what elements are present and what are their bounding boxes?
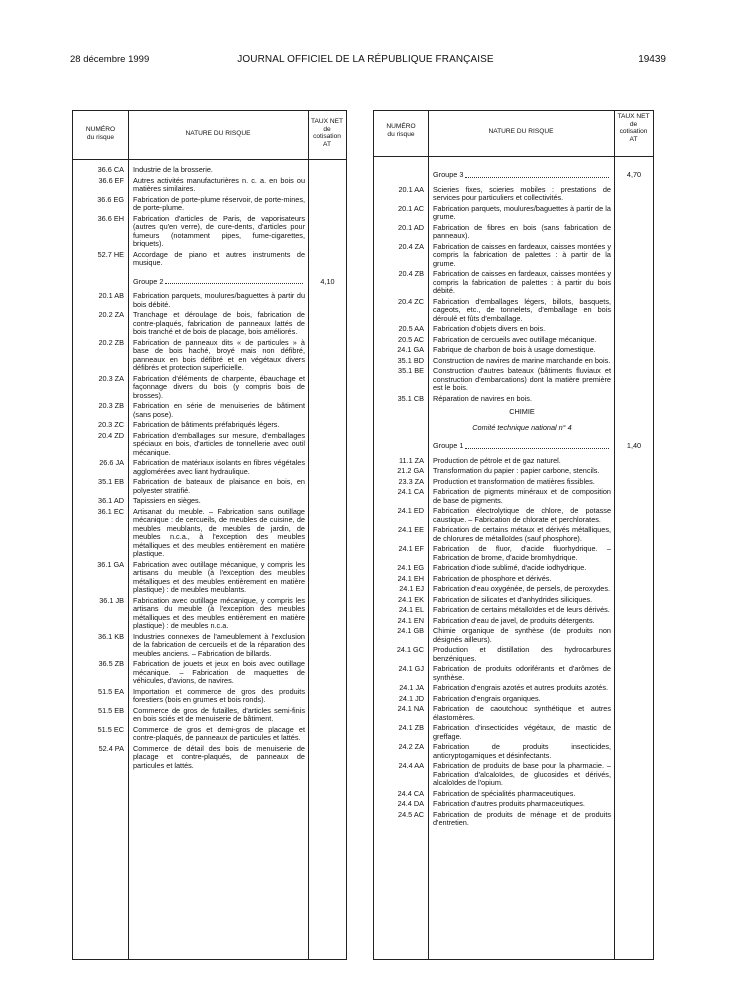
risk-description: Fabrication de fluor, d'acide fluorhydrique. – Fabrication de brome, d'acide bromhydrique. bbox=[433, 544, 611, 562]
rate-value bbox=[309, 597, 346, 631]
risk-code: 24.4 DA bbox=[397, 799, 424, 808]
risk-code: 36.1 KB bbox=[98, 631, 124, 641]
risk-description: Chimie organique de synthèse (de produits non désignés ailleurs). bbox=[433, 626, 611, 644]
table-row bbox=[374, 695, 653, 704]
rate-value bbox=[615, 357, 653, 366]
rate-value bbox=[309, 432, 346, 458]
table-row bbox=[374, 800, 653, 809]
group-label bbox=[133, 278, 305, 287]
risk-description: Fabrication d'insecticides végétaux, de mastic de greffage. bbox=[433, 723, 611, 741]
rate-column-header: TAUX NET de cotisation AT bbox=[617, 113, 650, 143]
rate-value bbox=[615, 564, 653, 573]
rate-value bbox=[309, 508, 346, 559]
rate-value bbox=[615, 585, 653, 594]
risk-code: 24.1 EE bbox=[398, 525, 424, 534]
table-row bbox=[374, 705, 653, 722]
table-row bbox=[374, 171, 653, 180]
risk-description: Production et transformation de matières fissibles. bbox=[433, 476, 595, 486]
risk-code: 24.1 EN bbox=[397, 615, 424, 625]
risk-description: Fabrication d'emballages sur mesure, d'emballages spéciaux en bois, d'articles de tonnellerie avec outil mécanique. bbox=[133, 430, 305, 457]
rate-value bbox=[615, 205, 653, 222]
rate-value bbox=[309, 707, 346, 724]
left-table bbox=[72, 110, 347, 960]
table-row bbox=[73, 251, 346, 268]
risk-code: 24.1 EG bbox=[397, 563, 424, 572]
rate-value bbox=[615, 811, 653, 828]
risk-description: Fabrication de porte-plume réservoir, de porte-mines, de porte-plume. bbox=[133, 194, 305, 212]
risk-description: Réparation de navires en bois. bbox=[433, 393, 532, 403]
risk-code: 11.1 ZA bbox=[398, 455, 424, 465]
group-label bbox=[433, 442, 611, 451]
rate-value: 4,10 bbox=[320, 276, 335, 286]
rate-value: 4,70 bbox=[626, 170, 642, 179]
risk-description: Fabrication de pigments minéraux et de composition de base de pigments. bbox=[433, 487, 611, 505]
risk-description: Accordage de piano et autres instruments de musique. bbox=[133, 249, 305, 267]
rate-value bbox=[615, 684, 653, 693]
table-row bbox=[73, 508, 346, 559]
rate-value bbox=[615, 790, 653, 799]
rate-value bbox=[615, 488, 653, 505]
risk-code: 20.1 AA bbox=[398, 184, 424, 194]
table-row bbox=[374, 526, 653, 543]
risk-description: Fabrication de jouets et jeux en bois avec outillage mécanique. – Fabrication de maquettes de véhicules, d'avions, de navires. bbox=[133, 659, 305, 685]
risk-description: Tapissiers en sièges. bbox=[133, 496, 201, 505]
rate-value bbox=[615, 270, 653, 296]
table-row bbox=[73, 339, 346, 373]
risk-code: 51.5 EA bbox=[98, 686, 124, 696]
risk-code bbox=[374, 171, 429, 180]
group-name: Groupe 3 bbox=[433, 170, 464, 179]
risk-description: Fabrication avec outillage mécanique, y compris les artisans du meuble (à l'exception des meubles métalliques et des meubles entièrement en matière plastique) : de meubles n.c.a. bbox=[133, 595, 305, 630]
risk-description: Fabrication de produits de base pour la pharmacie. – Fabrication d'alcaloïdes, de glucosides et dérivés, alcaloïdes de l'opium. bbox=[433, 761, 611, 787]
rate-value bbox=[615, 336, 653, 345]
rate-value bbox=[309, 459, 346, 476]
table-row bbox=[374, 564, 653, 573]
risk-description: Fabrication parquets, moulures/baguettes à partir du bois débité. bbox=[133, 291, 305, 309]
risk-description: Fabrication d'engrais organiques. bbox=[433, 693, 541, 703]
rate-value bbox=[615, 743, 653, 760]
rate-value bbox=[615, 395, 653, 404]
risk-code bbox=[374, 408, 429, 417]
table-row bbox=[73, 707, 346, 724]
code-column-header: NUMÉRO du risque bbox=[85, 126, 116, 141]
table-row bbox=[374, 408, 653, 417]
table-row bbox=[374, 336, 653, 345]
table-row bbox=[374, 627, 653, 644]
table-row bbox=[73, 402, 346, 419]
risk-code: 24.4 AA bbox=[398, 761, 424, 770]
risk-description: Fabrication d'emballages légers, billots, basquets, cageots, etc., de tonnelets, d'emballage en bois déroulé et fûts d'emballage. bbox=[433, 296, 611, 323]
table-row bbox=[73, 497, 346, 506]
table-row bbox=[374, 205, 653, 222]
risk-description: Importation et commerce de gros des produits forestiers (bois en grumes et bois ronds). bbox=[133, 686, 305, 704]
risk-description: Tranchage et déroulage de bois, fabrication de contre-plaqués, fabrication de panneaux lattés de bois tranché et de bois de placage, bois améliorés. bbox=[133, 310, 305, 336]
table-row bbox=[374, 367, 653, 393]
risk-code: 20.4 ZC bbox=[398, 296, 424, 306]
table-row bbox=[73, 215, 346, 249]
table-row bbox=[73, 166, 346, 175]
risk-code: 20.1 AB bbox=[98, 291, 124, 300]
section-heading: CHIMIE bbox=[509, 407, 535, 416]
risk-description: Fabrication de caisses en fardeaux, caisses montées y compris la fabrication de palettes : à partir du bois débité. bbox=[433, 269, 611, 295]
right-table bbox=[373, 110, 654, 960]
rate-value bbox=[615, 478, 653, 487]
risk-code bbox=[73, 278, 129, 287]
risk-code: 35.1 BE bbox=[398, 366, 424, 375]
table-row bbox=[374, 575, 653, 584]
risk-code: 24.1 JA bbox=[399, 683, 424, 692]
table-row bbox=[374, 224, 653, 241]
risk-description: Fabrication d'articles de Paris, de vaporisateurs (autres qu'en verre), de cure-dents, d'articles pour fumeurs (notamment pipes, fume-cigarettes, briquets). bbox=[133, 213, 305, 248]
rate-value: 1,40 bbox=[626, 441, 642, 450]
risk-code: 20.2 ZA bbox=[98, 310, 124, 319]
table-row bbox=[374, 467, 653, 476]
table-row bbox=[374, 488, 653, 505]
table-row bbox=[374, 762, 653, 788]
table-row bbox=[374, 424, 653, 433]
code-column-header: NUMÉRO du risque bbox=[386, 123, 416, 138]
rate-value bbox=[615, 325, 653, 334]
risk-code: 20.2 ZB bbox=[98, 337, 124, 347]
rate-value bbox=[615, 346, 653, 355]
rate-value bbox=[309, 177, 346, 194]
table-row bbox=[374, 811, 653, 828]
risk-code: 21.2 GA bbox=[397, 466, 424, 475]
table-row bbox=[374, 665, 653, 682]
table-row bbox=[73, 688, 346, 705]
risk-code: 36.1 JB bbox=[99, 595, 124, 605]
risk-description: Fabrication de produits de ménage et de produits d'entretien. bbox=[433, 809, 611, 827]
table-row bbox=[73, 432, 346, 458]
rate-value bbox=[309, 215, 346, 249]
risk-description: Fabrication de bâtiments préfabriqués légers. bbox=[133, 420, 280, 429]
rate-value bbox=[615, 762, 653, 788]
risk-description: Industries connexes de l'ameublement à l'exclusion de la fabrication de cercueils et de la réparation des meubles anciens. – Fabrication de billards. bbox=[133, 631, 305, 658]
journal-title: JOURNAL OFFICIEL DE LA RÉPUBLIQUE FRANÇAISE bbox=[237, 54, 494, 65]
risk-code: 24.1 ED bbox=[397, 506, 424, 515]
table-row bbox=[374, 617, 653, 626]
rate-value bbox=[309, 196, 346, 213]
rate-value bbox=[309, 478, 346, 495]
risk-code: 36.1 EC bbox=[97, 506, 124, 516]
risk-description bbox=[129, 278, 309, 287]
rate-value bbox=[309, 660, 346, 686]
risk-code: 51.5 EB bbox=[98, 705, 124, 715]
page-number: 19439 bbox=[638, 54, 666, 65]
table-row bbox=[73, 726, 346, 743]
risk-code: 24.1 EH bbox=[397, 573, 424, 583]
rate-value bbox=[615, 457, 653, 466]
table-row bbox=[374, 743, 653, 760]
risk-description: Construction d'autres bateaux (bâtiments fluviaux et construction d'embarcations) dont la matière première est le bois. bbox=[433, 366, 611, 392]
rate-value bbox=[615, 617, 653, 626]
risk-code: 20.3 ZC bbox=[98, 420, 124, 429]
risk-code: 24.1 ZB bbox=[398, 723, 424, 732]
right-table-body bbox=[374, 161, 653, 830]
risk-code: 24.1 GC bbox=[396, 645, 424, 654]
risk-code: 24.1 NA bbox=[397, 704, 424, 713]
rate-value bbox=[615, 596, 653, 605]
rate-value bbox=[615, 424, 653, 433]
rate-value bbox=[309, 166, 346, 175]
rate-value bbox=[615, 800, 653, 809]
table-row bbox=[73, 745, 346, 771]
table-row bbox=[374, 243, 653, 269]
dot-leader bbox=[465, 177, 609, 178]
risk-description: Fabrication de spécialités pharmaceutiques. bbox=[433, 788, 576, 798]
rate-value bbox=[309, 421, 346, 430]
rate-value bbox=[309, 745, 346, 771]
dot-leader bbox=[465, 448, 609, 449]
table-row bbox=[73, 459, 346, 476]
risk-code: 20.3 ZB bbox=[98, 401, 124, 410]
risk-description: Fabrication d'eau de javel, de produits détergents. bbox=[433, 615, 595, 625]
table-row bbox=[374, 346, 653, 355]
risk-description: Fabrication en série de menuiseries de bâtiment (sans pose). bbox=[133, 401, 305, 419]
risk-description: Fabrication d'autres produits pharmaceutiques. bbox=[433, 799, 585, 808]
risk-description: Production et distillation des hydrocarbures benzéniques. bbox=[433, 645, 611, 663]
rate-value bbox=[615, 243, 653, 269]
risk-code: 35.1 EB bbox=[98, 477, 124, 486]
table-row bbox=[374, 646, 653, 663]
rate-value bbox=[309, 497, 346, 506]
table-row bbox=[374, 596, 653, 605]
risk-description: Construction de navires de marine marchande en bois. bbox=[433, 355, 611, 365]
rate-value bbox=[615, 467, 653, 476]
table-row bbox=[73, 311, 346, 337]
risk-description: Fabrication d'éléments de charpente, ébauchage et façonnage divers du bois (y compris bois de brosses). bbox=[133, 373, 305, 400]
risk-code: 20.1 AD bbox=[398, 222, 424, 232]
table-row bbox=[374, 186, 653, 203]
risk-description: Commerce de gros et demi-gros de placage et contre-plaqués, de panneaux de particules et lattés. bbox=[133, 724, 305, 742]
risk-description bbox=[429, 171, 615, 180]
desc-column-header: NATURE DU RISQUE bbox=[488, 128, 554, 135]
left-table-body bbox=[73, 166, 346, 772]
risk-code: 23.3 ZA bbox=[398, 476, 424, 486]
risk-description: Fabrication d'engrais azotés et autres produits azotés. bbox=[433, 683, 608, 692]
table-row bbox=[374, 457, 653, 466]
risk-description: Fabrication d'iode sublimé, d'acide iodhydrique. bbox=[433, 563, 587, 572]
risk-code: 36.5 ZB bbox=[98, 659, 124, 668]
risk-code: 52.4 PA bbox=[98, 743, 124, 753]
risk-description: Production de pétrole et de gaz naturel. bbox=[433, 455, 561, 465]
rate-value bbox=[309, 726, 346, 743]
table-row bbox=[374, 507, 653, 524]
table-row bbox=[374, 270, 653, 296]
risk-description: Fabrication d'eau oxygénée, de persels, de peroxydes. bbox=[433, 584, 611, 593]
rate-value bbox=[309, 292, 346, 309]
risk-description: Fabrication de silicates et d'anhydrides siliciques. bbox=[433, 594, 593, 604]
risk-description: Fabrication électrolytique de chlore, de potasse caustique. – Fabrication de chlorate et perchlorates. bbox=[433, 506, 611, 524]
risk-code: 36.1 GA bbox=[97, 559, 124, 569]
risk-code: 20.5 AC bbox=[398, 334, 424, 344]
table-row bbox=[73, 597, 346, 631]
table-row bbox=[374, 357, 653, 366]
group-name: Groupe 1 bbox=[433, 441, 464, 450]
risk-description: Commerce de détail des bois de menuiserie de placage et contre-plaqués, de panneaux de particules et lattés. bbox=[133, 743, 305, 770]
table-row bbox=[374, 684, 653, 693]
risk-description: Fabrication de matériaux isolants en fibres végétales agglomérées avec liant hydraulique. bbox=[133, 458, 305, 476]
risk-code: 24.4 CA bbox=[397, 788, 424, 798]
header-date: 28 décembre 1999 bbox=[70, 54, 150, 65]
risk-code: 24.1 GA bbox=[397, 345, 424, 354]
rate-value bbox=[309, 402, 346, 419]
rate-value bbox=[309, 375, 346, 401]
rate-value bbox=[615, 606, 653, 615]
risk-code: 20.4 ZD bbox=[98, 430, 124, 440]
risk-code: 24.1 EF bbox=[398, 544, 424, 553]
risk-description: Fabrication parquets, moulures/baguettes à partir de la grume. bbox=[433, 203, 611, 221]
rate-value bbox=[615, 298, 653, 324]
risk-description: Fabrication de produits odoriférants et d'arômes de synthèse. bbox=[433, 664, 611, 682]
table-row bbox=[374, 790, 653, 799]
risk-description: Fabrication de cercueils avec outillage mécanique. bbox=[433, 334, 597, 344]
rate-value bbox=[615, 224, 653, 241]
rate-value bbox=[615, 575, 653, 584]
risk-code: 20.3 ZA bbox=[98, 373, 124, 383]
risk-code: 24.5 AC bbox=[398, 809, 424, 819]
risk-code bbox=[374, 424, 429, 433]
group-label bbox=[433, 171, 611, 180]
risk-code: 51.5 EC bbox=[97, 724, 124, 734]
risk-description: Fabrication de certains métalloïdes et de leurs dérivés. bbox=[433, 605, 610, 614]
risk-code: 24.1 GB bbox=[397, 626, 424, 635]
risk-code: 20.4 ZB bbox=[398, 269, 424, 278]
table-row bbox=[73, 278, 346, 287]
rate-value bbox=[615, 408, 653, 417]
risk-description: Artisanat du meuble. – Fabrication sans outillage mécanique : de cercueils, de meubles de cuisine, de meubles meublants, de meubles de jardin, de meubles n.c.a., à l'exception des meubles métalliques et des meubles entièrement en matière plastique. bbox=[133, 506, 305, 558]
rate-value bbox=[615, 705, 653, 722]
risk-code: 24.1 CA bbox=[397, 487, 424, 496]
risk-description: Fabrication de panneaux dits « de particules » à base de bois haché, broyé mais non défibré, panneaux en bois défibré et en végétaux divers défibrés et protection superficielle. bbox=[133, 337, 305, 372]
rate-value bbox=[309, 561, 346, 595]
risk-description: Fabrication de phosphore et dérivés. bbox=[433, 573, 552, 583]
risk-description: Scieries fixes, scieries mobiles : prestations de services pour particuliers et collectivités. bbox=[433, 184, 611, 202]
risk-code: 24.1 GJ bbox=[398, 664, 424, 673]
table-row bbox=[374, 395, 653, 404]
risk-code: 24.1 EJ bbox=[399, 584, 424, 593]
risk-code: 35.1 CB bbox=[397, 393, 424, 403]
risk-code: 24.1 EL bbox=[398, 605, 424, 614]
risk-description: Fabrication de bateaux de plaisance en bois, en polyester stratifié. bbox=[133, 477, 305, 495]
risk-code: 26.6 JA bbox=[99, 458, 124, 467]
table-row bbox=[374, 442, 653, 451]
risk-code: 36.6 EH bbox=[97, 213, 124, 223]
table-row bbox=[73, 292, 346, 309]
risk-description: Fabrication de caoutchouc synthétique et autres élastomères. bbox=[433, 704, 611, 722]
risk-description: Fabrication de fibres en bois (sans fabrication de panneaux). bbox=[433, 222, 611, 240]
risk-description: Fabrication de caisses en fardeaux, caisses montées y compris la fabrication de palettes : à partir de la grume. bbox=[433, 241, 611, 268]
risk-code bbox=[374, 442, 429, 451]
risk-description: Fabrication de certains métaux et dérivés métalliques, de chlorures de métalloïdes (sauf phosphore). bbox=[433, 525, 611, 543]
risk-code: 24.1 JD bbox=[398, 693, 424, 703]
risk-code: 36.6 CA bbox=[97, 165, 124, 174]
table-row bbox=[374, 545, 653, 562]
table-row bbox=[73, 177, 346, 194]
risk-description: Industrie de la brosserie. bbox=[133, 165, 213, 174]
risk-code: 52.7 HE bbox=[97, 249, 124, 259]
rate-value bbox=[615, 367, 653, 393]
rate-value bbox=[615, 724, 653, 741]
table-row bbox=[73, 478, 346, 495]
desc-column-header: NATURE DU RISQUE bbox=[185, 130, 251, 137]
rate-value bbox=[615, 545, 653, 562]
group-name: Groupe 2 bbox=[133, 276, 164, 286]
rate-value bbox=[615, 186, 653, 203]
rate-value bbox=[615, 627, 653, 644]
rate-value bbox=[615, 526, 653, 543]
risk-description: Fabrication avec outillage mécanique, y compris les artisans du meuble (à l'exception des meubles métalliques et des meubles entièrement en matière plastique) : de meubles meublants. bbox=[133, 559, 305, 594]
risk-code: 35.1 BD bbox=[397, 355, 424, 365]
risk-code: 24.1 EK bbox=[398, 594, 424, 604]
table-row bbox=[73, 196, 346, 213]
rate-value bbox=[309, 251, 346, 268]
rate-value bbox=[615, 646, 653, 663]
table-row bbox=[374, 478, 653, 487]
risk-code: 20.4 ZA bbox=[398, 241, 424, 251]
rate-value bbox=[309, 339, 346, 373]
table-row bbox=[73, 375, 346, 401]
rate-value bbox=[615, 695, 653, 704]
rate-value bbox=[615, 665, 653, 682]
table-row bbox=[374, 298, 653, 324]
risk-code: 20.5 AA bbox=[398, 324, 424, 333]
rate-value bbox=[309, 688, 346, 705]
rate-value bbox=[309, 311, 346, 337]
risk-code: 20.1 AC bbox=[398, 203, 424, 213]
risk-code: 36.1 AD bbox=[98, 496, 124, 505]
risk-description: Transformation du papier : papier carbone, stencils. bbox=[433, 466, 600, 475]
table-row bbox=[73, 633, 346, 659]
risk-description: Fabrication d'objets divers en bois. bbox=[433, 324, 546, 333]
rate-value bbox=[309, 633, 346, 659]
risk-description: Fabrication de produits insecticides, anticryptogamiques et désinfectants. bbox=[433, 742, 611, 760]
risk-description: Commerce de gros de futailles, d'articles semi-finis en bois sciés et de menuiserie de bâtiment. bbox=[133, 705, 305, 723]
risk-description: Autres activités manufacturières n. c. a. en bois ou matières similaires. bbox=[133, 175, 305, 193]
table-row bbox=[374, 325, 653, 334]
risk-description: Fabrique de charbon de bois à usage domestique. bbox=[433, 345, 596, 354]
dot-leader bbox=[165, 283, 303, 284]
table-row bbox=[374, 585, 653, 594]
risk-description bbox=[429, 442, 615, 451]
table-row bbox=[73, 421, 346, 430]
table-row bbox=[374, 606, 653, 615]
risk-code: 36.6 EF bbox=[98, 175, 124, 185]
rate-value bbox=[615, 507, 653, 524]
risk-code: 36.6 EG bbox=[97, 194, 124, 204]
table-row bbox=[73, 561, 346, 595]
table-row bbox=[73, 660, 346, 686]
risk-code: 24.2 ZA bbox=[398, 742, 424, 751]
table-row bbox=[374, 724, 653, 741]
section-subheading: Comité technique national n° 4 bbox=[472, 422, 572, 432]
rate-column-header: TAUX NET de cotisation AT bbox=[310, 118, 344, 148]
